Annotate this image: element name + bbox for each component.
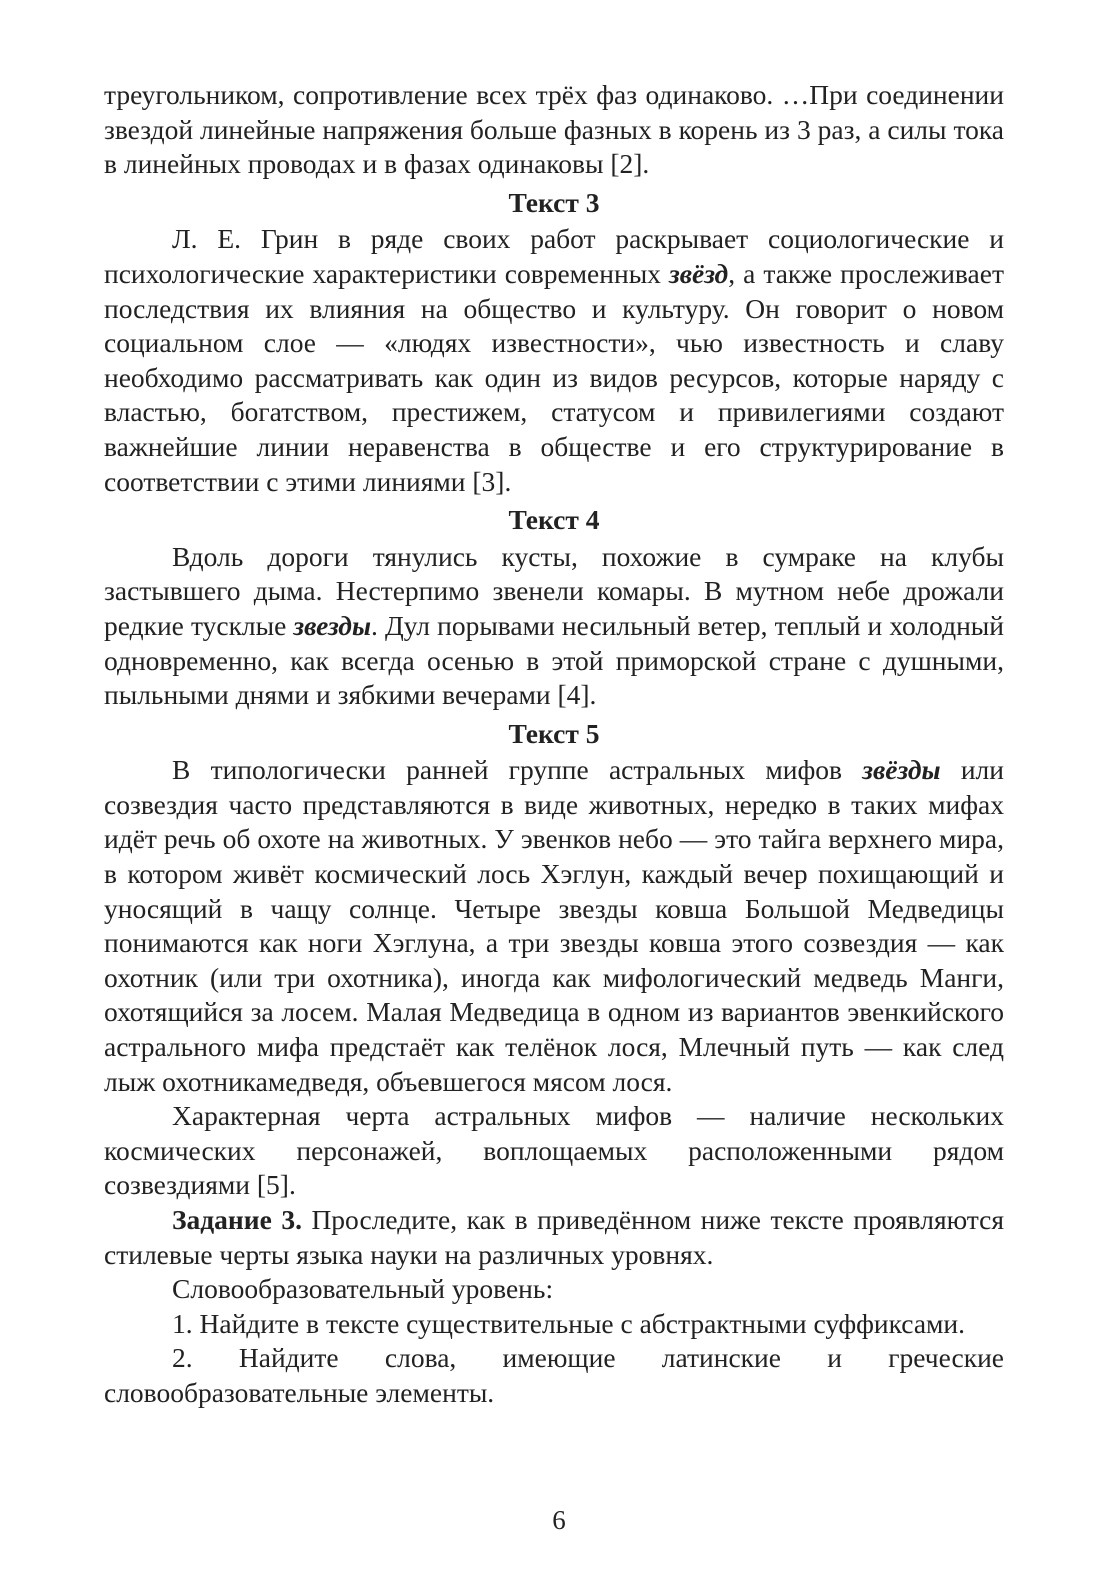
page-content — [104, 78, 1004, 1411]
keyword: звезды — [293, 609, 372, 641]
paragraph-text-3: Л. Е. Грин в ряде своих работ раскрывает социологические и психологические характеристики современных звёзд, а также прослеживает последствия их влияния на общество и культуру. Он говорит о новом социальном слое — «людях известности», чью известность и славу необходимо рассматривать как один из видов ресурсов, которые наряду с властью, богатством, престижем, статусом и привилегиями создают важнейшие линии неравенства в обществе и его структурирование в соответствии с этими линиями [3]. — [104, 223, 1004, 497]
paragraph-continued: треугольником, сопротивление всех трёх фаз одинаково. …При соединении звездой линейные напряжения больше фазных в корень из 3 раз, а силы тока в линейных проводах и в фазах одинаковы [2]. — [104, 79, 1004, 180]
keyword: звёзд — [668, 257, 729, 289]
keyword: звёзды — [862, 754, 941, 786]
heading-text-3: Текст 3 — [508, 186, 600, 218]
heading-text-4: Текст 4 — [508, 504, 600, 536]
paragraph-text-5: В типологически ранней группе астральных мифов звёзды или созвездия часто представляются в виде животных, нередко в таких мифах идёт речь об охоте на животных. У эвенков небо — это тайга верхнего мира, в котором живёт космический лось Хэглун, каждый вечер похищающий и уносящий в чащу солнце. Четыре звезды ковша Большой Медведицы понимаются как ноги Хэглуна, а три звезды ковша этого созвездия — как охотник (или три охотника), иногда как мифологический медведь Манги, охотящийся за лосем. Малая Медведица в одном из вариантов эвенкийского астрального мифа предстаёт как телёнок лося, Млечный путь — как след лыж охотникамедведя, объевшегося мясом лося. — [104, 754, 1004, 1097]
paragraph-text-5-cont: Характерная черта астральных мифов — наличие нескольких космических персонажей, воплощаемых расположенными рядом созвездиями [5]. — [104, 1100, 1004, 1201]
task-item-1: 1. Найдите в тексте существительные с абстрактными суффиксами. — [172, 1307, 966, 1339]
level-line: Словообразовательный уровень: — [172, 1273, 554, 1305]
page-number: 6 — [552, 1505, 566, 1535]
paragraph-text-4: Вдоль дороги тянулись кусты, похожие в сумраке на клубы застывшего дыма. Нестерпимо звенели комары. В мутном небе дрожали редкие тусклые звезды. Дул порывами несильный ветер, теплый и холодный одновременно, как всегда осенью в этой приморской стране с душными, пыльными днями и зябкими вечерами [4]. — [104, 540, 1004, 711]
task-item-2: 2. Найдите слова, имеющие латинские и греческие словообразовательные элементы. — [104, 1342, 1004, 1408]
task-paragraph: Задание 3. Проследите, как в приведённом ниже тексте проявляются стилевые черты языка науки на различных уровнях. — [104, 1204, 1005, 1270]
task-label: Задание 3. — [172, 1204, 302, 1235]
heading-text-5: Текст 5 — [508, 717, 600, 749]
